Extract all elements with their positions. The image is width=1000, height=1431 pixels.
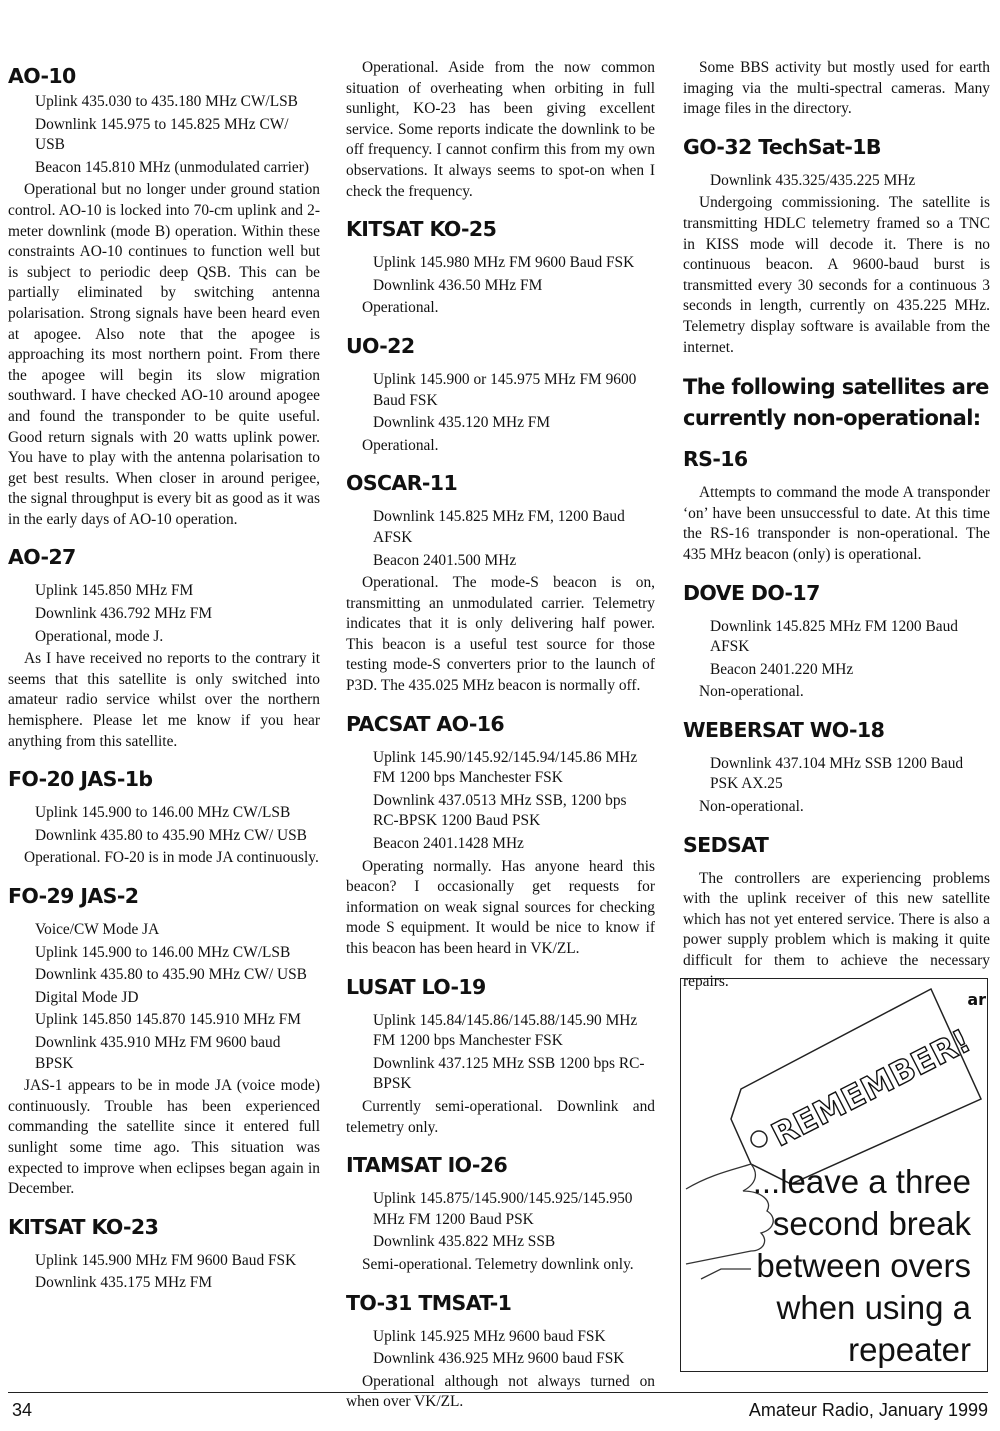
heading-ao27: AO-27 — [8, 545, 76, 570]
magazine-issue: Amateur Radio, January 1999 — [748, 1400, 988, 1420]
heading-uo22: UO-22 — [346, 333, 415, 358]
spec-line: Uplink 145.900 to 146.00 MHz CW/LSB — [35, 943, 291, 961]
heading-rs16: RS-16 — [683, 447, 748, 472]
status-line: Operational. — [362, 299, 439, 317]
heading-lo19: LUSAT LO-19 — [346, 974, 486, 999]
spec-line: Downlink 145.825 MHz FM, 1200 Baud AFSK — [373, 508, 625, 546]
spec-line: Uplink 145.980 MHz FM 9600 Baud FSK — [373, 254, 635, 272]
remember-tag-text: REMEMBER! — [765, 1021, 977, 1155]
body-paragraph: Some BBS activity but mostly used for earth imaging via the multi-spectral cameras. Many image files in the directory. — [683, 59, 990, 118]
remember-line: ...leave a three — [752, 1163, 971, 1200]
remember-line: second break — [772, 1205, 971, 1242]
end-mark: ar — [967, 990, 986, 1010]
column-3 — [683, 58, 990, 1011]
status-line: Non-operational. — [699, 798, 804, 816]
spec-line: Downlink 435.910 MHz FM 9600 baud BPSK — [35, 1033, 281, 1072]
spec-line: Beacon 2401.220 MHz — [710, 660, 854, 678]
body-paragraph: Currently semi-operational. Downlink and telemetry only. — [346, 1097, 655, 1136]
spec-line: Uplink 145.850 145.870 145.910 MHz FM — [35, 1011, 301, 1029]
body-paragraph: JAS-1 appears to be in mode JA (voice mode) continuously. Trouble has been experienced commanding the satellite since it entered full sunlight some time ago. This situation was expected to improve when eclipses began again in December. — [8, 1077, 320, 1198]
spec-line: Downlink 436.792 MHz FM — [35, 605, 212, 623]
status-line: Operational. — [362, 436, 439, 454]
status-line: Non-operational. — [699, 683, 804, 701]
spec-line: Beacon 2401.1428 MHz — [373, 835, 524, 853]
heading-fo29: FO-29 JAS-2 — [8, 884, 139, 908]
heading-ko25: KITSAT KO-25 — [346, 217, 497, 242]
spec-line: Downlink 435.822 MHz SSB — [373, 1233, 556, 1251]
heading-ko23: KITSAT KO-23 — [8, 1214, 159, 1239]
remember-line: when using a — [776, 1289, 971, 1326]
remember-message — [753, 1161, 971, 1371]
column-2 — [346, 58, 655, 1425]
body-paragraph: Semi-operational. Telemetry downlink only. — [362, 1255, 634, 1273]
heading-oscar11: OSCAR-11 — [346, 471, 458, 496]
remember-advert-box — [680, 978, 988, 1372]
heading-ao16: PACSAT AO-16 — [346, 711, 505, 736]
spec-line: Downlink 435.80 to 435.90 MHz CW/ USB — [35, 966, 307, 984]
heading-go32: GO-32 TechSat-1B — [683, 134, 881, 159]
spec-line: Downlink 435.80 to 435.90 MHz CW/ USB — [35, 826, 307, 844]
non-operational-heading: The following satellites are currently non-operational: — [683, 375, 989, 431]
spec-line: Voice/CW Mode JA — [35, 921, 160, 938]
spec-line: Uplink 145.900 to 146.00 MHz CW/LSB — [35, 804, 291, 822]
spec-line: Downlink 145.825 MHz FM 1200 Baud AFSK — [710, 617, 958, 656]
body-paragraph: Operating normally. Has anyone heard this beacon? I occasionally get requests for information on weak signal sources for checking mode S equipment. It would be nice to know if this beacon has been heard in VK/ZL. — [346, 857, 655, 957]
spec-line: Uplink 145.850 MHz FM — [35, 582, 194, 600]
footer-divider — [8, 1392, 988, 1393]
spec-line: Downlink 437.125 MHz SSB 1200 bps RC-BPSK — [373, 1054, 645, 1093]
heading-io26: ITAMSAT IO-26 — [346, 1153, 508, 1178]
spec-line: Downlink 436.925 MHz 9600 baud FSK — [373, 1350, 625, 1368]
spec-line: Uplink 145.900 or 145.975 MHz FM 9600 Baud FSK — [373, 370, 637, 409]
body-paragraph: The controllers are experiencing problems with the uplink receiver of this new satellite which has not yet entered service. There is also a power supply problem which is making it quite difficult for them to achieve the necessary repairs. — [683, 869, 990, 990]
body-paragraph: Operational. FO-20 is in mode JA continuously. — [24, 849, 319, 867]
spec-line: Uplink 145.900 MHz FM 9600 Baud FSK — [35, 1251, 297, 1269]
heading-sedsat: SEDSAT — [683, 832, 769, 857]
spec-line: Uplink 145.84/145.86/145.88/145.90 MHz FM 1200 bps Manchester FSK — [373, 1011, 638, 1050]
spec-line: Uplink 145.875/145.900/145.925/145.950 MHz FM 1200 Baud PSK — [373, 1190, 633, 1228]
body-paragraph: Undergoing commissioning. The satellite is transmitting HDLC telemetry framed so a TNC in KISS mode will decode it. There is no continuous beacon. A 9600-baud burst is transmitted every 30 seconds for a continuous 3 seconds in length, currently on 435.225 MHz. Telemetry display software is available from the internet. — [683, 194, 990, 356]
spec-line: Downlink 145.975 to 145.825 MHz CW/ USB — [35, 115, 289, 154]
heading-ao10: AO-10 — [8, 64, 76, 88]
spec-line: Downlink 435.120 MHz FM — [373, 414, 550, 432]
spec-line: Downlink 436.50 MHz FM — [373, 276, 543, 294]
remember-line: repeater — [848, 1331, 971, 1368]
spec-line: Beacon 145.810 MHz (unmodulated carrier) — [35, 158, 309, 176]
body-paragraph: Operational although not always turned on when over VK/ZL. — [346, 1372, 655, 1411]
body-paragraph: Operational. The mode-S beacon is on, transmitting an unmodulated carrier. Telemetry indicates that it is only delivering half power. This beacon is a useful test source for those testing mode-S converters prior to the launch of P3D. The 435.025 MHz beacon is normally off. — [346, 574, 655, 695]
spec-line: Downlink 435.325/435.225 MHz — [710, 171, 916, 189]
body-paragraph: Operational but no longer under ground station control. AO-10 is locked into 70-cm uplink and 2-meter downlink (mode B) operation. Within these constraints AO-10 continues to function well but is subject to periodic deep QSB. This can be partially eliminated by switching antenna polarisation. Strong signals have been heard even at apogee. Also note that the apogee is approaching its most northern point. From there the apogee will begin its slow migration southward. I have checked AO-10 around apogee and found the transponder to be quite useful. Good return signals with 20 watts uplink power. You have to play with the antenna polarisation to get best results. When closer in around perigee, the signal throughput is every bit as good as it was in the early days of AO-10 operation. — [8, 181, 320, 528]
spec-line: Downlink 437.104 MHz SSB 1200 Baud PSK AX.25 — [710, 754, 964, 793]
spec-line: Operational, mode J. — [35, 627, 164, 645]
body-paragraph: As I have received no reports to the contrary it seems that this satellite is only switched into amateur radio service whilst over the northern hemisphere. Please let me know if you hear anything from this satellite. — [8, 650, 320, 750]
heading-to31: TO-31 TMSAT-1 — [346, 1290, 512, 1315]
spec-line: Uplink 145.925 MHz 9600 baud FSK — [373, 1327, 606, 1345]
spec-line: Uplink 145.90/145.92/145.94/145.86 MHz FM 1200 bps Manchester FSK — [373, 748, 638, 787]
spec-line: Downlink 435.175 MHz FM — [35, 1274, 212, 1292]
heading-fo20: FO-20 JAS-1b — [8, 767, 153, 792]
heading-do17: DOVE DO-17 — [683, 580, 820, 605]
spec-line: Digital Mode JD — [35, 988, 139, 1006]
page-number: 34 — [12, 1400, 33, 1420]
spec-line: Downlink 437.0513 MHz SSB, 1200 bps RC-BPSK 1200 Baud PSK — [373, 791, 627, 830]
body-paragraph: Attempts to command the mode A transponder ‘on’ have been unsuccessful to date. At this time the RS-16 transponder is non-operational. The 435 MHz beacon (only) is operational. — [683, 484, 990, 563]
spec-line: Uplink 435.030 to 435.180 MHz CW/LSB — [35, 93, 298, 110]
column-1 — [8, 58, 320, 1296]
heading-wo18: WEBERSAT WO-18 — [683, 717, 885, 742]
spec-line: Beacon 2401.500 MHz — [373, 551, 517, 569]
body-paragraph: Operational. Aside from the now common situation of overheating when orbiting in full sunlight, KO-23 has been giving excellent service. Some reports indicate the downlink to be off frequency. I cannot confirm this from my own observations. It always seems to spot-on when I check the frequency. — [346, 59, 655, 200]
remember-line: between overs — [756, 1247, 971, 1284]
